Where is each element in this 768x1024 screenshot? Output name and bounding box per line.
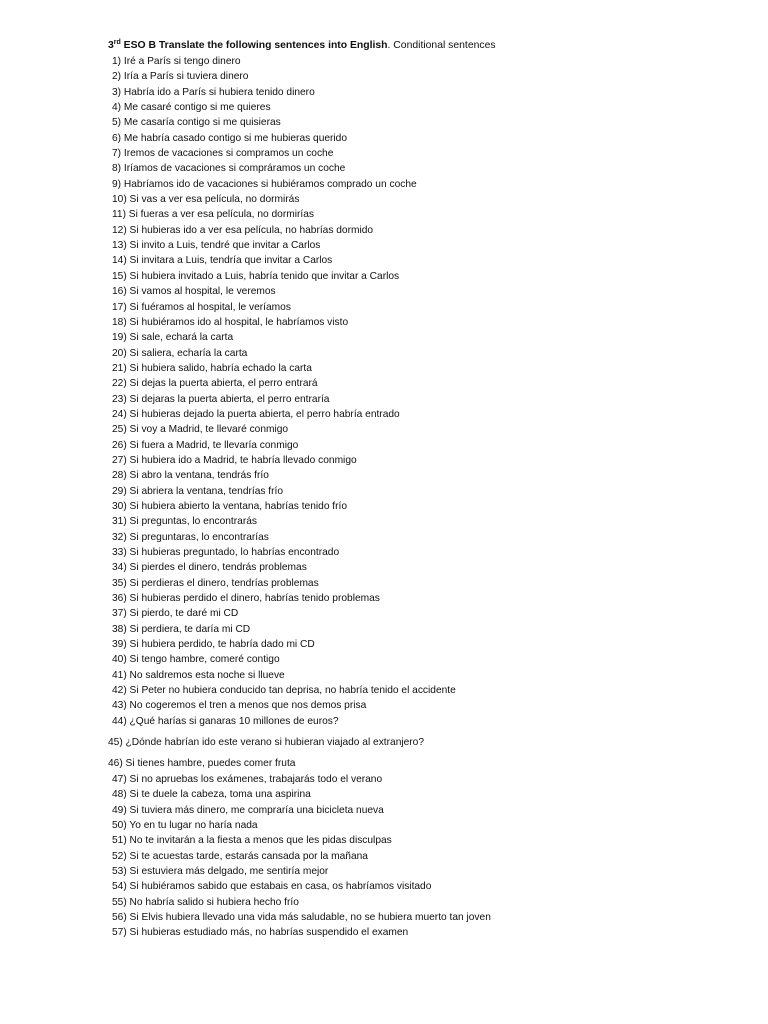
sentence-item: 46) Si tienes hambre, puedes comer fruta: [108, 758, 296, 770]
worksheet-title: [108, 38, 496, 53]
sentence-item: 36) Si hubieras perdido el dinero, habrías tenido problemas: [112, 593, 380, 605]
sentence-item: 26) Si fuera a Madrid, te llevaría conmigo: [112, 439, 299, 451]
sentence-item: 30) Si hubiera abierto la ventana, habrías tenido frío: [112, 500, 348, 512]
sentence-item: 16) Si vamos al hospital, le veremos: [112, 286, 276, 298]
title-instruction: ESO B Translate the following sentences into English: [123, 40, 388, 51]
sentence-item: 31) Si preguntas, lo encontrarás: [112, 516, 257, 528]
sentence-item: 44) ¿Qué harías si ganaras 10 millones de euros?: [112, 715, 339, 727]
sentence-item: 57) Si hubieras estudiado más, no habrías suspendido el examen: [112, 927, 409, 939]
sentence-item: 15) Si hubiera invitado a Luis, habría tenido que invitar a Carlos: [112, 270, 400, 282]
class-prefix: 3: [108, 40, 114, 51]
sentence-item: 1) Iré a París si tengo dinero: [112, 56, 241, 67]
sentence-item: 8) Iríamos de vacaciones si compráramos un coche: [112, 163, 346, 175]
sentence-item: 19) Si sale, echará la carta: [112, 332, 234, 344]
sentence-item: 34) Si pierdes el dinero, tendrás problemas: [112, 562, 307, 574]
sentence-item: 9) Habríamos ido de vacaciones si hubiéramos comprado un coche: [112, 178, 417, 190]
sentence-item: 13) Si invito a Luis, tendré que invitar a Carlos: [112, 240, 321, 252]
sentence-item: 50) Yo en tu lugar no haría nada: [112, 819, 258, 831]
sentence-item: 24) Si hubieras dejado la puerta abierta, el perro habría entrado: [112, 408, 400, 420]
sentence-item: 54) Si hubiéramos sabido que estabais en casa, os habríamos visitado: [112, 881, 432, 893]
sentence-list: [108, 54, 491, 941]
sentence-item: 48) Si te duele la cabeza, toma una aspirina: [112, 789, 311, 801]
sentence-item: 4) Me casaré contigo si me quieres: [112, 102, 271, 114]
sentence-item: 5) Me casaría contigo si me quisieras: [112, 117, 281, 129]
sentence-item: 45) ¿Dónde habrían ido este verano si hubieran viajado al extranjero?: [108, 737, 425, 749]
sentence-item: 56) Si Elvis hubiera llevado una vida más saludable, no se hubiera muerto tan joven: [112, 911, 491, 923]
sentence-item: 41) No saldremos esta noche si llueve: [112, 669, 285, 681]
sentence-item: 20) Si saliera, echaría la carta: [112, 347, 248, 359]
sentence-item: 22) Si dejas la puerta abierta, el perro entrará: [112, 378, 318, 390]
sentence-item: 32) Si preguntaras, lo encontrarías: [112, 531, 269, 543]
sentence-item: 2) Iría a París si tuviera dinero: [112, 71, 249, 83]
sentence-item: 12) Si hubieras ido a ver esa película, no habrías dormido: [112, 224, 374, 236]
sentence-item: 29) Si abriera la ventana, tendrías frío: [112, 485, 284, 497]
sentence-item: 18) Si hubiéramos ido al hospital, le habríamos visto: [112, 316, 349, 328]
sentence-item: 49) Si tuviera más dinero, me compraría una bicicleta nueva: [112, 804, 384, 816]
sentence-item: 38) Si perdiera, te daría mi CD: [112, 623, 251, 635]
sentence-item: 17) Si fuéramos al hospital, le veríamos: [112, 301, 291, 313]
sentence-item: 35) Si perdieras el dinero, tendrías problemas: [112, 577, 319, 589]
sentence-item: 33) Si hubieras preguntado, lo habrías encontrado: [112, 547, 340, 558]
sentence-item: 51) No te invitarán a la fiesta a menos que les pidas disculpas: [112, 835, 392, 847]
sentence-item: 3) Habría ido a París si hubiera tenido dinero: [112, 86, 315, 98]
sentence-item: 27) Si hubiera ido a Madrid, te habría llevado conmigo: [112, 454, 357, 466]
class-ordinal: rd: [113, 39, 121, 46]
sentence-item: 23) Si dejaras la puerta abierta, el perro entraría: [112, 393, 330, 405]
sentence-item: 7) Iremos de vacaciones si compramos un coche: [112, 148, 334, 160]
sentence-item: 11) Si fueras a ver esa película, no dormirías: [112, 209, 314, 221]
sentence-item: 39) Si hubiera perdido, te habría dado mi CD: [112, 639, 315, 651]
sentence-item: 40) Si tengo hambre, comeré contigo: [112, 654, 280, 666]
sentence-item: 28) Si abro la ventana, tendrás frío: [112, 470, 269, 482]
sentence-item: 21) Si hubiera salido, habría echado la carta: [112, 362, 312, 374]
sentence-item: 25) Si voy a Madrid, te llevaré conmigo: [112, 424, 289, 436]
sentence-item: 42) Si Peter no hubiera conducido tan deprisa, no habría tenido el accidente: [112, 685, 456, 697]
title-topic: . Conditional sentences: [387, 40, 496, 51]
sentence-item: 52) Si te acuestas tarde, estarás cansada por la mañana: [112, 850, 368, 862]
sentence-item: 14) Si invitara a Luis, tendría que invitar a Carlos: [112, 255, 333, 267]
sentence-item: 47) Si no apruebas los exámenes, trabajarás todo el verano: [112, 773, 383, 785]
sentence-item: 43) No cogeremos el tren a menos que nos demos prisa: [112, 700, 367, 712]
sentence-item: 10) Si vas a ver esa película, no dormirás: [112, 194, 300, 206]
sentence-item: 37) Si pierdo, te daré mi CD: [112, 608, 239, 620]
sentence-item: 55) No habría salido si hubiera hecho frío: [112, 896, 299, 908]
sentence-item: 6) Me habría casado contigo si me hubieras querido: [112, 132, 348, 144]
sentence-item: 53) Si estuviera más delgado, me sentiría mejor: [112, 865, 329, 877]
